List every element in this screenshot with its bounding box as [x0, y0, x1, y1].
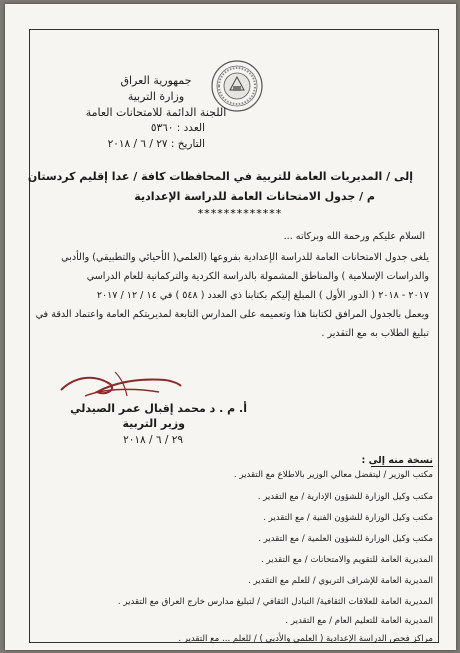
- document-page: [5, 4, 456, 650]
- copy-item-6: المديرية العامة للإشراف التربوي / للعلم مع التقدير .: [248, 576, 433, 586]
- copy-item-8: المديرية العامة للتعليم العام / مع التقدير .: [285, 616, 433, 626]
- date-value: ٢٧ / ٦ / ٢٠١٨: [107, 138, 168, 150]
- date-label: التاريخ :: [170, 138, 205, 150]
- body-line-1: يلغى جدول الامتحانات العامة للدراسة الإعدادية بفروعها (العلمي( الأحيائي والتطبيقي) والأدبي: [61, 252, 429, 263]
- copy-item-2: مكتب وكيل الوزارة للشؤون الإدارية / مع التقدير .: [257, 492, 433, 502]
- body-line-2: والدراسات الإسلامية ) والمناطق المشمولة بالدراسة الكردية والتركمانية للعام الدراسي: [86, 271, 429, 282]
- copy-item-7: المديرية العامة للعلاقات الثقافية/ التبادل الثقافي / لتبليغ مدارس خارج العراق مع التقدير .: [117, 597, 433, 607]
- committee-name: اللجنة الدائمة للامتحانات العامة: [85, 106, 227, 119]
- handwritten-signature: [55, 366, 185, 406]
- number-value: ٥٣٦٠: [150, 122, 174, 134]
- signatory-title: وزير التربية: [122, 417, 185, 430]
- copy-item-4: مكتب وكيل الوزارة للشؤون العلمية / مع التقدير .: [258, 534, 433, 544]
- country-name: جمهورية العراق: [120, 74, 192, 87]
- ministry-name: وزارة التربية: [127, 90, 185, 103]
- reference-number: [75, 122, 205, 134]
- copy-item-5: المديرية العامة للتقويم والامتحانات / مع التقدير .: [261, 555, 433, 565]
- copy-item-9: مراكز فحص الدراسة الإعدادية ( العلمي والأدبي ) / للعلم ... مع التقدير .: [178, 634, 433, 644]
- body-line-5: تبليغ الطلاب به مع التقدير .: [321, 328, 429, 339]
- body-line-3: ٢٠١٧ - ٢٠١٨ ( الدور الأول ) المبلغ إليكم بكتابنا ذي العدد ( ٥٤٨ ) في ١٤ / ١٢ / ٢٠١٧: [96, 290, 429, 301]
- body-line-4: ويعمل بالجدول المرافق لكتابنا هذا وتعميمه على المدارس التابعة لمديريتكم العامة واعتماد الدقة في: [35, 309, 429, 320]
- signature-date: ٢٩ / ٦ / ٢٠١٨: [123, 434, 183, 446]
- greeting: السلام عليكم ورحمة الله وبركاته ...: [283, 231, 425, 242]
- subject-line: م / جدول الامتحانات العامة للدراسة الإعدادية: [134, 190, 375, 203]
- copy-item-3: مكتب وكيل الوزارة للشؤون الفنية / مع التقدير .: [263, 513, 433, 523]
- document-date: [63, 138, 205, 150]
- signatory-name: أ. م . د محمد إقبال عمر الصيدلي: [70, 402, 247, 415]
- copies-title: نسخة منه إلى :: [361, 455, 433, 466]
- separator-stars: *************: [197, 207, 283, 220]
- number-label: العدد :: [176, 122, 205, 134]
- copy-item-1: مكتب الوزير / ليتفضل معالي الوزير بالاطلاع مع التقدير .: [233, 470, 433, 480]
- addressee: إلى / المديريات العامة للتربية في المحافظات كافة / عدا إقليم كردستان: [27, 170, 413, 183]
